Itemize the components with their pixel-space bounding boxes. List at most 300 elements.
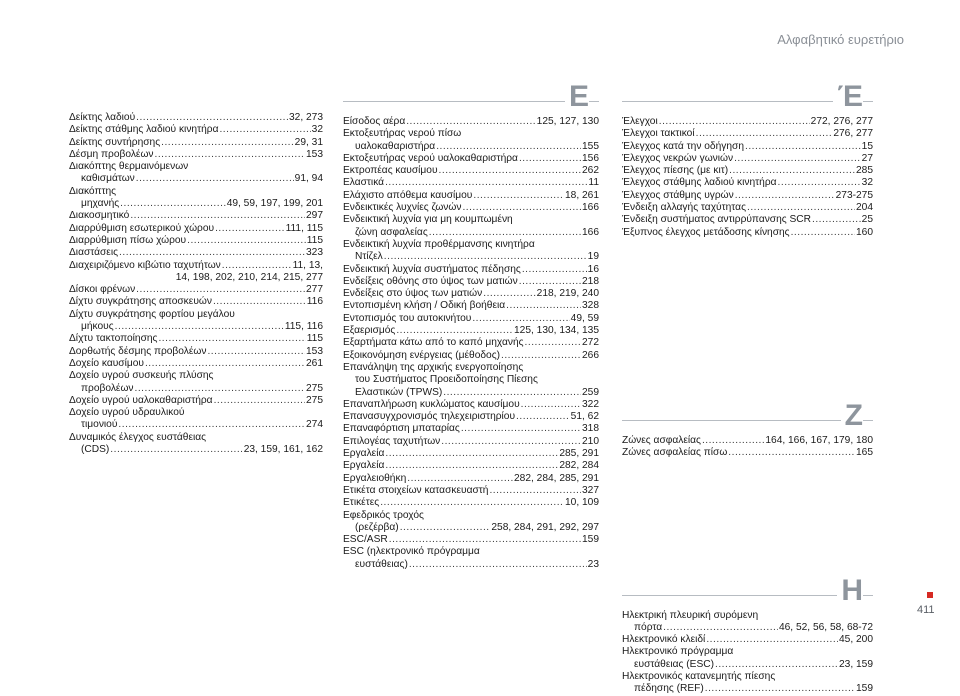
entry-term: προβολέων: [81, 382, 134, 394]
entry-row: [343, 251, 599, 263]
entry-term: Δοχείο υγρού συσκευής πλύσης: [69, 370, 214, 382]
index-entry: [622, 447, 873, 459]
leader-dots: [728, 447, 855, 459]
entry-pages: 15: [861, 140, 873, 152]
entry-term: ευστάθειας (ESC): [634, 658, 715, 670]
entry-pages: 266: [582, 349, 599, 361]
leader-dots: [389, 534, 581, 546]
leader-dots: [385, 177, 587, 189]
leader-dots: [130, 210, 305, 222]
leader-dots: [696, 128, 833, 140]
entry-row: [343, 264, 599, 276]
index-entry: [343, 313, 599, 325]
leader-dots: [729, 165, 855, 177]
entry-term: ESC (ηλεκτρονικό πρόγραμμα: [343, 546, 480, 558]
entry-pages: 125, 127, 130: [536, 116, 599, 127]
entry-term: Διαστάσεις: [69, 247, 119, 259]
entry-row: [343, 337, 599, 349]
entry-term: του Συστήματος Προειδοποίησης Πίεσης: [355, 374, 538, 386]
entry-row: [622, 116, 873, 128]
entry-term: Ένδειξη αλλαγής ταχύτητας: [622, 202, 746, 214]
entry-term: Διαρρύθμιση πίσω χώρου: [69, 234, 187, 246]
leader-dots: [409, 559, 587, 571]
leader-dots: [222, 260, 292, 272]
entry-term: Διακόπτης: [69, 185, 117, 197]
entry-pages: 32: [311, 124, 323, 136]
index-entry: [69, 223, 323, 235]
entry-pages: 19: [587, 251, 599, 263]
entry-term: μήκους: [81, 321, 114, 333]
leader-dots: [385, 460, 558, 472]
index-entry: [343, 546, 599, 571]
leader-dots: [519, 276, 581, 288]
section-header: [622, 399, 873, 433]
entry-pages: 322: [582, 398, 599, 410]
index-entry: [343, 116, 599, 128]
leader-dots: [155, 149, 305, 161]
entry-term: Δυναμικός έλεγχος ευστάθειας: [69, 431, 207, 443]
index-entry: [343, 436, 599, 448]
leader-dots: [461, 423, 581, 435]
index-entry: [622, 435, 873, 447]
leader-dots: [521, 399, 581, 411]
entry-row: [622, 190, 873, 202]
index-entry: [69, 112, 323, 124]
entry-term: Ηλεκτρονικός κατανεμητής πίεσης: [622, 671, 776, 683]
index-entry: [69, 296, 323, 308]
entry-pages: 166: [582, 202, 599, 214]
entry-term: Ετικέτα στοιχείων κατασκευαστή: [343, 484, 489, 496]
section-letter: Z: [841, 401, 863, 431]
entry-pages: 261: [306, 357, 323, 369]
index-entry: [343, 534, 599, 546]
entry-row: [343, 202, 599, 214]
entry-term: Επαναπλήρωση κυκλώματος καυσίμου: [343, 398, 520, 410]
entry-term: Εκτροπέας καυσίμου: [343, 165, 438, 177]
index-entry: [343, 399, 599, 411]
leader-dots: [747, 202, 855, 214]
entry-term: Δείκτης λαδιού: [69, 112, 136, 123]
leader-dots: [380, 497, 564, 509]
leader-dots: [407, 473, 513, 485]
entry-pages: 49, 59: [570, 312, 599, 324]
entry-term: Επανασυγχρονισμός τηλεχειριστηρίου: [343, 411, 516, 423]
entry-term: Εργαλεία: [343, 448, 385, 460]
entry-pages: 11, 13,: [292, 259, 323, 271]
entry-row: [69, 173, 323, 185]
leader-dots: [791, 227, 855, 239]
index-entry: [343, 276, 599, 288]
entry-term: Ετικέτες: [343, 497, 380, 509]
entry-pages: 159: [856, 683, 873, 695]
entry-row: [343, 473, 599, 485]
index-entry: [69, 284, 323, 296]
leader-dots: [145, 358, 305, 370]
index-section: [622, 80, 873, 239]
entry-term: Έλεγχος νεκρών γωνιών: [622, 152, 734, 164]
entry-term: Εφεδρικός τροχός: [343, 509, 424, 521]
entry-pages: 10, 109: [565, 497, 599, 509]
entry-pages: 285, 291: [559, 448, 599, 460]
leader-dots: [506, 300, 581, 312]
entry-term: Ηλεκτρονικό πρόγραμμα: [622, 646, 734, 658]
entry-term: (ρεζέρβα): [355, 521, 399, 533]
entry-pages: 115: [306, 333, 323, 345]
entry-pages: 51, 62: [570, 411, 599, 423]
entry-pages: 274: [306, 419, 323, 431]
index-entry: [69, 186, 323, 211]
entry-pages: 323: [306, 247, 323, 259]
entry-row: [69, 296, 323, 308]
entry-row: [343, 300, 599, 312]
entry-term: Ελαστικών (TPWS): [355, 386, 443, 398]
index-entry: [69, 309, 323, 334]
entry-term: Εργαλεία: [343, 460, 385, 472]
entry-term: τιμονιού: [81, 419, 118, 431]
leader-dots: [516, 411, 570, 423]
entry-row: [622, 177, 873, 189]
section-letter: H: [837, 576, 863, 606]
entry-row: [622, 141, 873, 153]
entry-term: Εντοπισμός του αυτοκινήτου: [343, 312, 472, 324]
entry-row: [69, 419, 323, 431]
leader-dots: [187, 235, 306, 247]
entry-row: [343, 423, 599, 435]
leader-dots: [745, 141, 861, 153]
entry-term: πόρτα: [634, 621, 663, 633]
index-entry: [343, 177, 599, 189]
leader-dots: [702, 435, 764, 447]
entry-term: Ελαστικά: [343, 177, 385, 189]
entry-pages: 14, 198, 202, 210, 214, 215, 277: [175, 271, 323, 283]
leader-dots: [136, 284, 305, 296]
entry-term: καθισμάτων: [81, 173, 135, 185]
entry-row: [69, 198, 323, 210]
index-entry: [69, 333, 323, 345]
entry-row: [622, 153, 873, 165]
entry-term: Έλεγχος κατά την οδήγηση: [622, 140, 744, 152]
index-entry: [343, 337, 599, 349]
entry-pages: 262: [582, 165, 599, 177]
leader-dots: [119, 247, 305, 259]
index-entry: [343, 128, 599, 153]
index-entry: [69, 235, 323, 247]
entry-term: Διακόπτης θερμαινόμενων: [69, 161, 189, 173]
entry-pages: 159: [582, 534, 599, 546]
entry-term: Δίχτυ τακτοποίησης: [69, 333, 158, 345]
entry-term: Δείκτης στάθμης λαδιού κινητήρα: [69, 124, 219, 136]
entry-term: Ζώνες ασφαλείας πίσω: [622, 447, 728, 459]
entry-pages: 23: [587, 558, 599, 570]
leader-dots: [706, 634, 838, 646]
entry-row: [343, 276, 599, 288]
entry-row: [69, 358, 323, 370]
index-entry: [343, 510, 599, 535]
entry-row: [622, 435, 873, 447]
index-column-2: [343, 80, 599, 571]
index-entry: [622, 153, 873, 165]
index-entry: [622, 214, 873, 226]
leader-dots: [158, 333, 305, 345]
entry-term: Εξοικονόμηση ενέργειας (μέθοδος): [343, 349, 501, 361]
entry-term: ζώνη ασφαλείας: [355, 226, 428, 238]
leader-dots: [443, 387, 581, 399]
entry-row: [622, 634, 873, 646]
entry-row: [343, 227, 599, 239]
index-entry: [622, 141, 873, 153]
leader-dots: [396, 325, 513, 337]
index-entry: [69, 358, 323, 370]
leader-dots: [734, 153, 861, 165]
index-entry: [343, 485, 599, 497]
entry-term: Διακοσμητικό: [69, 210, 130, 222]
entry-term: Δοχείο υγρού υαλοκαθαριστήρα: [69, 394, 213, 406]
entry-term: Διαρρύθμιση εσωτερικού χώρου: [69, 222, 215, 234]
entry-row: [622, 128, 873, 140]
entry-row: [343, 116, 599, 128]
entry-pages: 275: [306, 394, 323, 406]
entry-pages: 29, 31: [294, 136, 323, 148]
index-entry: [343, 202, 599, 214]
entry-pages: 276, 277: [833, 128, 873, 140]
entry-term: Εξαερισμός: [343, 325, 396, 337]
entry-pages: 328: [582, 300, 599, 312]
entry-term: Εντοπισμένη κλήση / Οδική βοήθεια: [343, 300, 506, 312]
entry-row: [343, 522, 599, 534]
entry-term: (CDS): [81, 444, 110, 456]
entry-row: [69, 444, 323, 456]
entry-pages: 297: [306, 210, 323, 222]
entry-pages: 18, 261: [565, 189, 599, 201]
leader-dots: [213, 296, 306, 308]
entry-pages: 23, 159, 161, 162: [243, 444, 323, 456]
entry-term: Έλεγχος στάθμης λαδιού κινητήρα: [622, 177, 777, 189]
leader-dots: [219, 124, 310, 136]
index-entry: [343, 362, 599, 399]
entry-term: υαλοκαθαριστήρα: [355, 140, 436, 152]
leader-dots: [778, 177, 861, 189]
leader-dots: [406, 116, 535, 128]
entry-term: ESC/ASR: [343, 534, 388, 546]
section-letter: E: [565, 82, 589, 112]
red-marker: [927, 592, 933, 598]
leader-dots: [483, 288, 535, 300]
entry-term: πέδησης (REF): [634, 683, 704, 695]
entry-row: [622, 214, 873, 226]
index-list: [343, 116, 599, 571]
entry-row: [343, 141, 599, 153]
entry-row: [343, 399, 599, 411]
entry-pages: 218: [582, 275, 599, 287]
entry-row: [622, 202, 873, 214]
leader-dots: [136, 173, 294, 185]
entry-term: Ηλεκτρική πλευρική συρόμενη: [622, 609, 759, 621]
entry-row: [343, 350, 599, 362]
leader-dots: [214, 395, 305, 407]
entry-pages: 272: [582, 337, 599, 349]
leader-dots: [384, 251, 587, 263]
leader-dots: [462, 202, 581, 214]
index-entry: [622, 202, 873, 214]
index-entry: [69, 247, 323, 259]
index-entry: [343, 448, 599, 460]
entry-row: [69, 223, 323, 235]
entry-row: [343, 387, 599, 399]
entry-term: Εξαρτήματα κάτω από το καπό μηχανής: [343, 337, 524, 349]
entry-pages: 153: [306, 345, 323, 357]
leader-dots: [439, 165, 581, 177]
entry-pages: 210: [582, 435, 599, 447]
index-section: [622, 399, 873, 460]
index-entry: [343, 497, 599, 509]
entry-term: Έλεγχοι: [622, 116, 658, 127]
entry-term: Ελάχιστο απόθεμα καυσίμου: [343, 189, 473, 201]
entry-row: [343, 460, 599, 472]
entry-pages: 111, 115: [285, 222, 323, 234]
entry-term: Δίχτυ συγκράτησης φορτίου μεγάλου: [69, 308, 235, 320]
entry-term: Επιλογέας ταχυτήτων: [343, 435, 441, 447]
entry-row: [343, 497, 599, 509]
entry-row: [622, 165, 873, 177]
index-entry: [343, 423, 599, 435]
entry-term: Ενδεικτική λυχνία συστήματος πέδησης: [343, 263, 521, 275]
leader-dots: [429, 227, 581, 239]
index-entry: [622, 227, 873, 239]
entry-pages: 285: [856, 165, 873, 177]
entry-term: Εργαλειοθήκη: [343, 472, 407, 484]
entry-pages: 204: [856, 202, 873, 214]
index-list: [622, 116, 873, 239]
entry-row: [622, 683, 873, 695]
section-divider: [622, 420, 873, 421]
leader-dots: [215, 223, 285, 235]
index-entry: [69, 210, 323, 222]
index-entry: [343, 190, 599, 202]
index-entry: [69, 407, 323, 432]
entry-row: [343, 313, 599, 325]
entry-pages: 45, 200: [839, 634, 873, 646]
entry-term: Έλεγχος πίεσης (με κιτ): [622, 165, 729, 177]
entry-row: [69, 235, 323, 247]
entry-pages: 259: [582, 386, 599, 398]
section-header: [622, 80, 873, 114]
entry-row: [343, 165, 599, 177]
index-entry: [69, 395, 323, 407]
section-letter: Έ: [833, 82, 863, 112]
entry-term: Είσοδος αέρα: [343, 116, 406, 127]
section-header-e: [343, 80, 599, 114]
index-entry: [69, 260, 323, 285]
entry-term: Επανάληψη της αρχικής ενεργοποίησης: [343, 361, 524, 373]
entry-row: [69, 137, 323, 149]
entry-term: Επαναφόρτιση μπαταρίας: [343, 423, 460, 435]
entry-term: Δείκτης συντήρησης: [69, 136, 161, 148]
entry-row: [343, 288, 599, 300]
entry-pages: 155: [582, 140, 599, 152]
entry-pages: 318: [582, 423, 599, 435]
index-section: [622, 574, 873, 696]
entry-pages: 27: [861, 152, 873, 164]
entry-pages: 46, 52, 56, 58, 68-72: [778, 621, 873, 633]
entry-pages: 91, 94: [294, 173, 323, 185]
entry-row: [69, 333, 323, 345]
leader-dots: [115, 321, 284, 333]
entry-row: [622, 622, 873, 634]
leader-dots: [385, 448, 558, 460]
index-entry: [622, 190, 873, 202]
entry-row: [343, 190, 599, 202]
leader-dots: [525, 337, 581, 349]
leader-dots: [120, 198, 226, 210]
leader-dots: [161, 137, 294, 149]
entry-row: [69, 247, 323, 259]
entry-term: Δοχείο καυσίμου: [69, 357, 144, 369]
entry-row: [69, 112, 323, 124]
entry-pages: 277: [306, 284, 323, 296]
entry-row: [69, 383, 323, 395]
index-entry: [343, 411, 599, 423]
entry-row: [622, 227, 873, 239]
entry-row: [343, 411, 599, 423]
index-entry: [622, 634, 873, 646]
index-entry: [69, 149, 323, 161]
index-entry: [343, 165, 599, 177]
entry-row: [343, 448, 599, 460]
entry-row: [343, 534, 599, 546]
entry-term: Εκτοξευτήρας νερού πίσω: [343, 128, 462, 140]
leader-dots: [519, 153, 581, 165]
entry-term: Ενδείξεις οθόνης στο ύψος των ματιών: [343, 275, 518, 287]
section-header: [622, 574, 873, 608]
entry-row: [69, 346, 323, 358]
leader-dots: [715, 659, 838, 671]
leader-dots: [207, 346, 305, 358]
index-entry: [343, 300, 599, 312]
entry-term: Δέσμη προβολέων: [69, 148, 154, 160]
index-entry: [69, 124, 323, 136]
index-entry: [69, 370, 323, 395]
entry-pages: 166: [582, 226, 599, 238]
entry-pages: 23, 159: [839, 658, 873, 670]
entry-term: Δοχείο υγρού υδραυλικού: [69, 407, 185, 419]
entry-term: ευστάθειας): [355, 558, 408, 570]
index-entry: [343, 153, 599, 165]
entry-pages: 282, 284: [559, 460, 599, 472]
entry-pages: 32: [861, 177, 873, 189]
entry-row: [343, 485, 599, 497]
entry-row: [69, 210, 323, 222]
entry-row: [343, 177, 599, 189]
entry-row: [69, 321, 323, 333]
leader-dots: [400, 522, 491, 534]
entry-term: Εκτοξευτήρας νερού υαλοκαθαριστήρα: [343, 152, 518, 164]
entry-row: [343, 325, 599, 337]
leader-dots: [110, 444, 242, 456]
entry-pages: 327: [582, 484, 599, 496]
entry-pages: 258, 284, 291, 292, 297: [491, 521, 599, 533]
index-entry: [343, 288, 599, 300]
entry-term: Ζώνες ασφαλείας: [622, 434, 701, 446]
index-entry: [343, 264, 599, 276]
leader-dots: [473, 190, 564, 202]
entry-term: Έξυπνος έλεγχος μετάδοσης κίνησης: [622, 226, 790, 238]
entry-pages: 160: [856, 226, 873, 238]
entry-term: Δίσκοι φρένων: [69, 284, 136, 296]
index-entry: [622, 128, 873, 140]
index-list: [622, 610, 873, 696]
index-entry: [622, 610, 873, 635]
entry-pages: 116: [306, 296, 323, 308]
